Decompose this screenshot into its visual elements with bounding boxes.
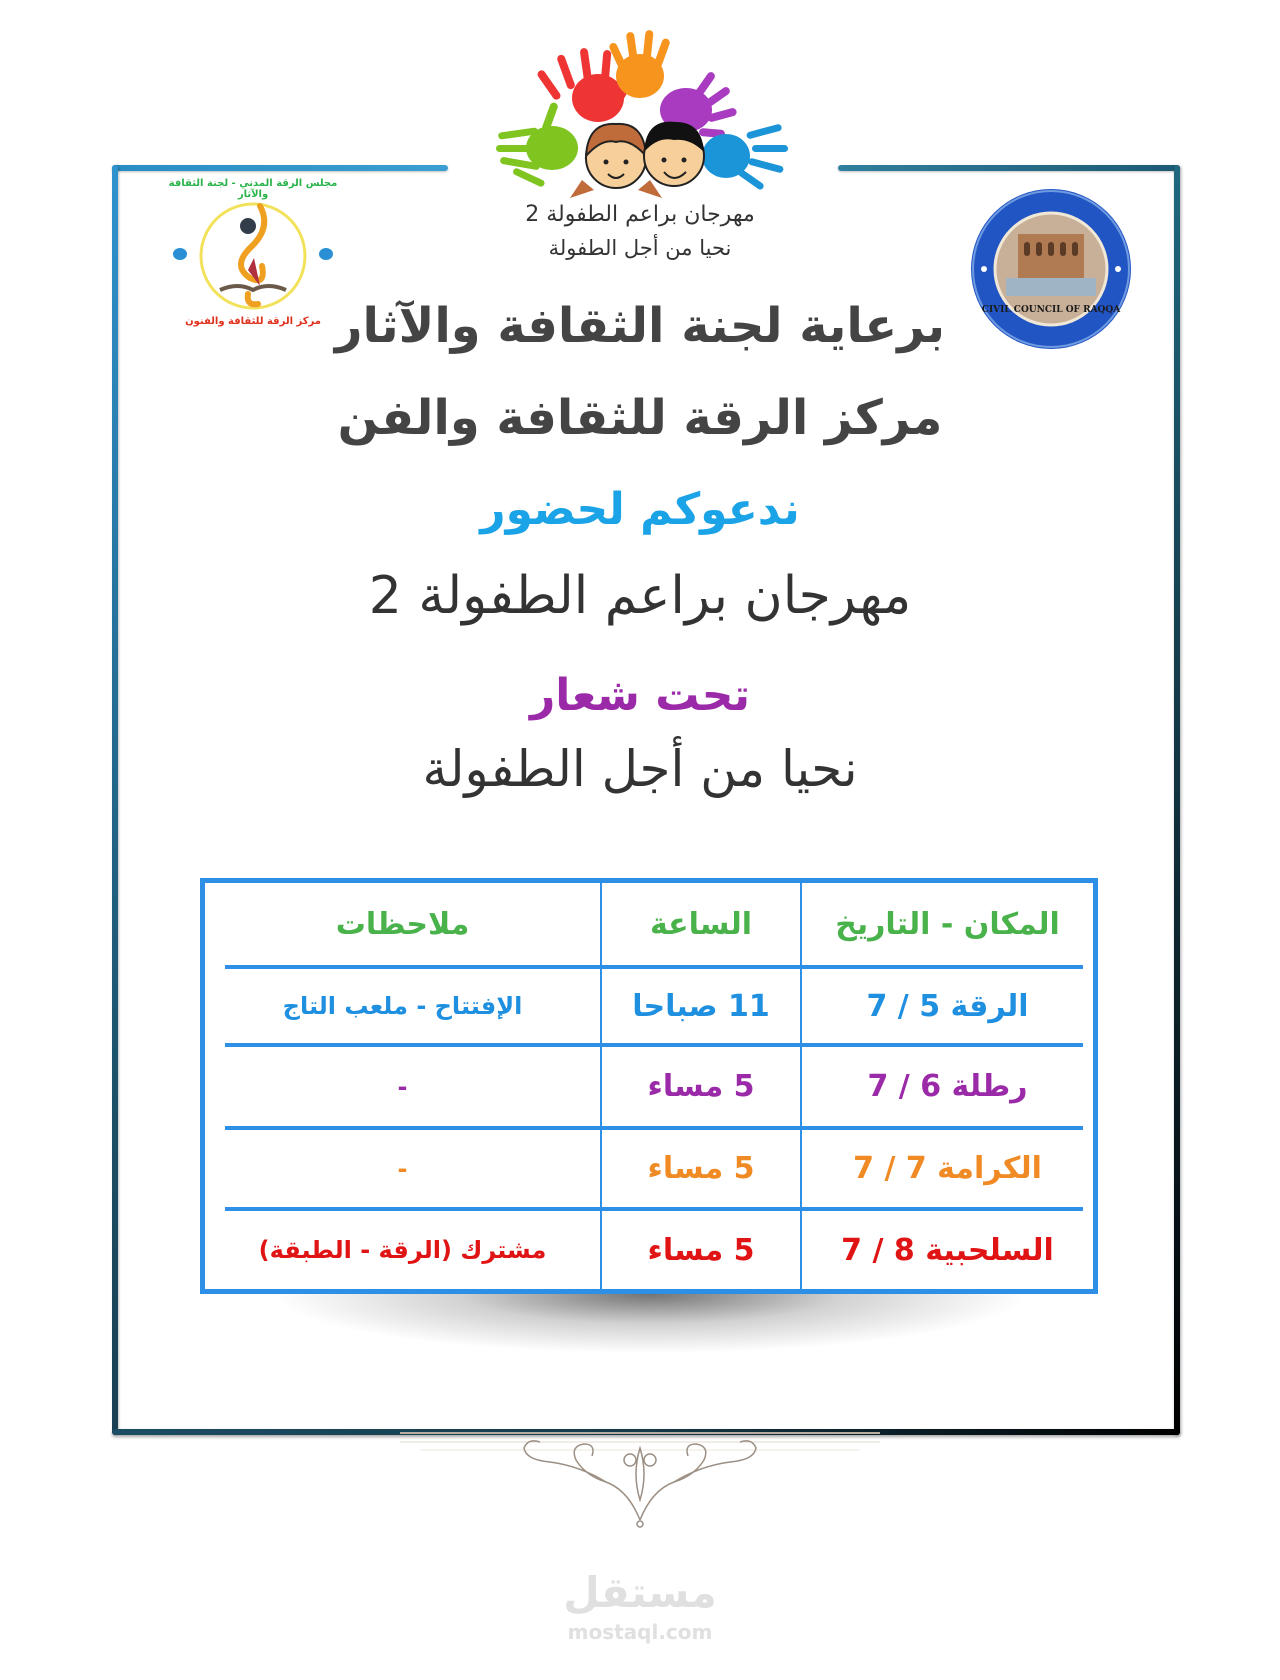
raqqa-council-seal-icon xyxy=(966,184,1136,354)
seal-english-text: CIVIL COUNCIL OF RAQQA xyxy=(981,305,1121,315)
culture-logo-caption: مركز الرقة للثقافة والفنون xyxy=(185,316,321,327)
row1-place-date: الرقة 5 / 7 xyxy=(866,988,1029,1024)
festival-logo-title: مهرجان براعم الطفولة 2 xyxy=(525,202,755,227)
frame-left-border xyxy=(112,165,118,1435)
handprints-kids-icon xyxy=(490,10,790,200)
row3-time: 5 مساء xyxy=(647,1151,755,1186)
row4-time: 5 مساء xyxy=(647,1232,755,1268)
row4-notes: مشترك (الرقة - الطبقة) xyxy=(258,1236,547,1264)
row4-place-date: السلحبية 8 / 7 xyxy=(841,1232,1054,1268)
decorative-ornament xyxy=(400,1430,880,1530)
header-notes: ملاحظات xyxy=(335,906,470,942)
festival-logo xyxy=(490,10,790,270)
frame-top-right-border xyxy=(838,165,1180,171)
flourish-ornament-icon xyxy=(400,1430,880,1530)
slogan-line: نحيا من أجل الطفولة xyxy=(422,740,858,798)
center-line: مركز الرقة للثقافة والفن xyxy=(337,390,943,446)
row1-notes: الإفتتاح - ملعب التاج xyxy=(282,992,523,1020)
culture-logo-arc-text: مجلس الرقة المدني - لجنة الثقافة والآثار xyxy=(168,178,338,200)
header-place-date: المكان - التاريخ xyxy=(835,906,1060,942)
festival-name: مهرجان براعم الطفولة 2 xyxy=(368,566,912,626)
frame-right-border xyxy=(1174,165,1180,1435)
row3-notes: - xyxy=(397,1154,408,1183)
schedule-table xyxy=(200,878,1098,1294)
row2-place-date: رطلة 6 / 7 xyxy=(867,1069,1028,1104)
sponsor-line: برعاية لجنة الثقافة والآثار xyxy=(334,298,946,354)
watermark-arabic: مستقل xyxy=(563,1568,717,1617)
header-time: الساعة xyxy=(649,906,753,942)
invite-line: ندعوكم لحضور xyxy=(480,484,800,535)
under-slogan-label: تحت شعار xyxy=(529,670,751,721)
table-shadow xyxy=(270,1294,1030,1354)
watermark-url: mostaql.com xyxy=(567,1620,713,1644)
row2-time: 5 مساء xyxy=(647,1069,755,1104)
civil-council-seal xyxy=(966,184,1136,354)
row2-notes: - xyxy=(397,1072,408,1101)
frame-top-left-border xyxy=(112,165,448,171)
festival-logo-slogan: نحيا من أجل الطفولة xyxy=(548,236,732,260)
row3-place-date: الكرامة 7 / 7 xyxy=(853,1151,1042,1186)
row1-time: 11 صباحا xyxy=(632,988,770,1024)
